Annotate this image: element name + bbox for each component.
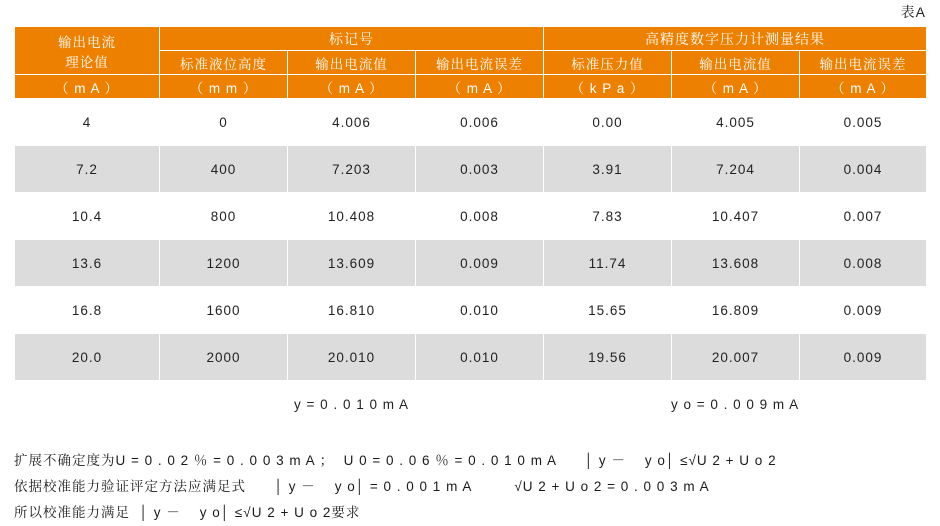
subheader-output-current-error-marker: 输出电流误差 <box>416 51 544 75</box>
footer-marker-result: y = 0 . 0 1 0 m A <box>160 381 544 428</box>
cell-standard-level-height: 2000 <box>160 334 288 381</box>
table-body <box>15 99 927 381</box>
header-theoretical-current-line2: 理论值 <box>65 54 109 70</box>
table-row <box>15 334 927 381</box>
note-line-1: 扩展不确定度为U = 0 . 0 2 ％ = 0 . 0 0 3 m A ； U 0 = 0 . 0 6 ％ = 0 . 0 1 0 m A │ y － y o│ ≤√U 2 + U o 2 <box>14 453 777 468</box>
cell-output-current-error-marker: 0.010 <box>416 334 544 381</box>
cell-output-current-gauge: 7.204 <box>672 146 800 193</box>
cell-output-current-gauge: 13.608 <box>672 240 800 287</box>
cell-standard-level-height: 400 <box>160 146 288 193</box>
cell-theoretical-current: 13.6 <box>15 240 160 287</box>
table-row <box>15 287 927 334</box>
cell-standard-pressure: 19.56 <box>544 334 672 381</box>
cell-standard-pressure: 11.74 <box>544 240 672 287</box>
cell-output-current-marker: 13.609 <box>288 240 416 287</box>
cell-output-current-error-gauge: 0.009 <box>800 334 927 381</box>
header-theoretical-current <box>15 27 160 75</box>
cell-output-current-marker: 10.408 <box>288 193 416 240</box>
cell-theoretical-current: 4 <box>15 99 160 146</box>
table-caption: 表A <box>900 4 926 20</box>
cell-standard-pressure: 0.00 <box>544 99 672 146</box>
cell-output-current-error-marker: 0.010 <box>416 287 544 334</box>
note-line-3: 所以校准能力满足 │ y － y o│ ≤√U 2 + U o 2要求 <box>14 505 361 520</box>
cell-output-current-marker: 7.203 <box>288 146 416 193</box>
unit-output-current-marker: （ m A ） <box>288 75 416 99</box>
unit-theoretical-current: （ m A ） <box>15 75 160 99</box>
cell-output-current-gauge: 10.407 <box>672 193 800 240</box>
table-header-group-row <box>15 27 927 51</box>
cell-output-current-error-gauge: 0.007 <box>800 193 927 240</box>
cell-output-current-marker: 20.010 <box>288 334 416 381</box>
table-row <box>15 146 927 193</box>
cell-standard-pressure: 7.83 <box>544 193 672 240</box>
table-unit-row <box>15 75 927 99</box>
table-row <box>15 99 927 146</box>
table-row <box>15 193 927 240</box>
cell-output-current-error-gauge: 0.004 <box>800 146 927 193</box>
subheader-output-current-error-gauge: 输出电流误差 <box>800 51 927 75</box>
notes-block <box>14 448 926 526</box>
cell-output-current-gauge: 20.007 <box>672 334 800 381</box>
unit-standard-pressure: （ k P a ） <box>544 75 672 99</box>
cell-output-current-marker: 16.810 <box>288 287 416 334</box>
footer-gauge-result: y o = 0 . 0 0 9 m A <box>544 381 927 428</box>
cell-standard-pressure: 3.91 <box>544 146 672 193</box>
cell-output-current-gauge: 4.005 <box>672 99 800 146</box>
subheader-standard-level-height: 标准液位高度 <box>160 51 288 75</box>
subheader-output-current-marker: 输出电流值 <box>288 51 416 75</box>
cell-output-current-error-gauge: 0.008 <box>800 240 927 287</box>
cell-standard-level-height: 1600 <box>160 287 288 334</box>
header-pressure-gauge-group: 高精度数字压力计测量结果 <box>544 27 927 51</box>
calibration-table <box>14 26 927 428</box>
subheader-output-current-gauge: 输出电流值 <box>672 51 800 75</box>
cell-output-current-error-gauge: 0.005 <box>800 99 927 146</box>
cell-output-current-error-marker: 0.006 <box>416 99 544 146</box>
cell-standard-level-height: 0 <box>160 99 288 146</box>
cell-output-current-error-marker: 0.008 <box>416 193 544 240</box>
unit-output-current-error-marker: （ m A ） <box>416 75 544 99</box>
table-footer <box>15 381 927 428</box>
unit-output-current-error-gauge: （ m A ） <box>800 75 927 99</box>
header-marker-group: 标记号 <box>160 27 544 51</box>
subheader-standard-pressure: 标准压力值 <box>544 51 672 75</box>
table-summary-row <box>15 381 927 428</box>
cell-theoretical-current: 20.0 <box>15 334 160 381</box>
cell-standard-pressure: 15.65 <box>544 287 672 334</box>
cell-theoretical-current: 10.4 <box>15 193 160 240</box>
header-theoretical-current-line1: 输出电流 <box>58 34 116 50</box>
footer-blank-cell <box>15 381 160 428</box>
cell-output-current-gauge: 16.809 <box>672 287 800 334</box>
note-line-2: 依据校准能力验证评定方法应满足式 │ y － y o│ = 0 . 0 0 1 m A √U 2 + U o 2 = 0 . 0 0 3 m A <box>14 479 710 494</box>
table-header <box>15 27 927 99</box>
cell-standard-level-height: 800 <box>160 193 288 240</box>
table-row <box>15 240 927 287</box>
cell-output-current-error-marker: 0.003 <box>416 146 544 193</box>
cell-theoretical-current: 16.8 <box>15 287 160 334</box>
unit-standard-level-height: （ m m ） <box>160 75 288 99</box>
cell-output-current-marker: 4.006 <box>288 99 416 146</box>
cell-theoretical-current: 7.2 <box>15 146 160 193</box>
cell-output-current-error-gauge: 0.009 <box>800 287 927 334</box>
cell-standard-level-height: 1200 <box>160 240 288 287</box>
cell-output-current-error-marker: 0.009 <box>416 240 544 287</box>
unit-output-current-gauge: （ m A ） <box>672 75 800 99</box>
